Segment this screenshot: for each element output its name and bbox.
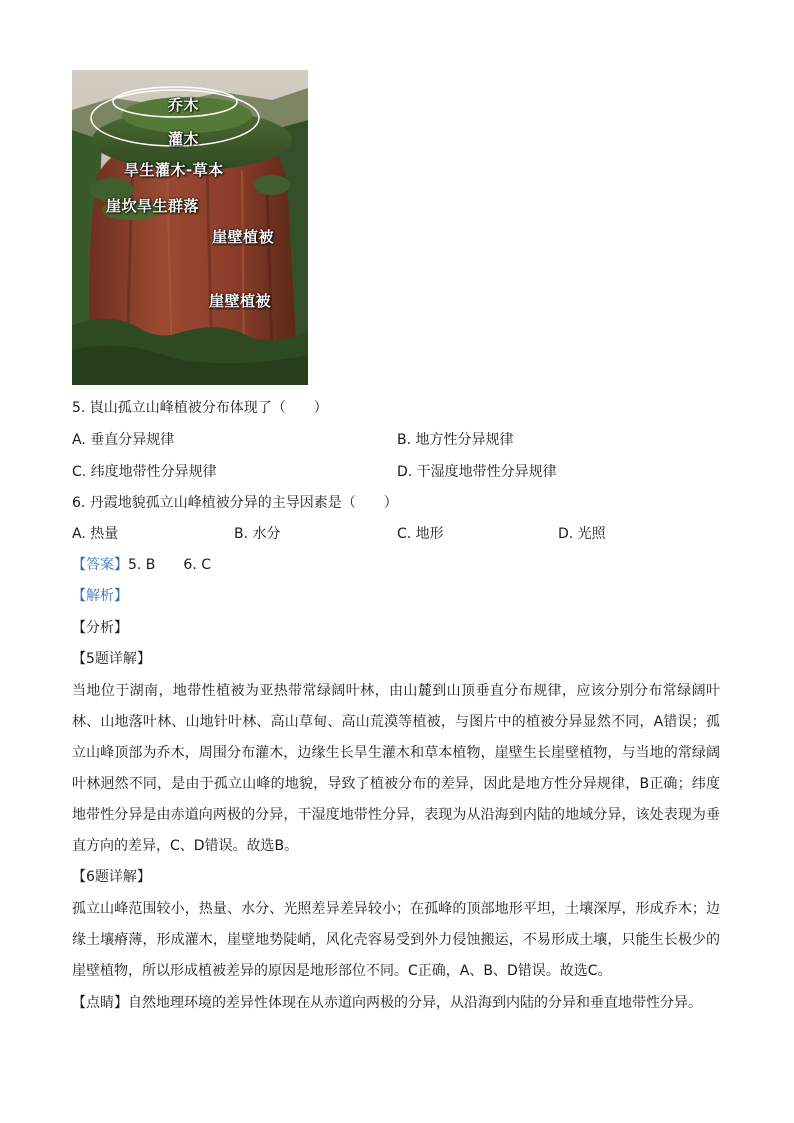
q5-option-a: A. 垂直分异规律 — [72, 432, 175, 448]
q6-option-b: B. 水分 — [234, 526, 281, 542]
dianjing-text: 自然地理环境的差异性体现在从赤道向两极的分异，从沿海到内陆的分异和垂直地带性分异。 — [128, 995, 702, 1011]
answer-line — [72, 555, 211, 575]
detail6-text: 孤立山峰范围较小，热量、水分、光照差异差异较小；在孤峰的顶部地形平坦，土壤深厚，形成乔木；边缘土壤瘠薄，形成灌木，崖壁地势陡峭，风化壳容易受到外力侵蚀搬运，不易形成土壤，只能生长极少的崖壁植物，所以形成植被差异的原因是地形部位不同。C正确，A、B、D错误。故选C。 — [72, 901, 720, 979]
q6-stem: 6. 丹霞地貌孤立山峰植被分异的主导因素是（ ） — [72, 495, 398, 511]
label-cliff-vegetation-1: 崖壁植被 — [212, 228, 275, 246]
detail5-text: 当地位于湖南，地带性植被为亚热带常绿阔叶林，由山麓到山顶垂直分布规律，应该分别分布常绿阔叶林、山地落叶林、山地针叶林、高山草甸、高山荒漠等植被，与图片中的植被分异显然不同，A错误；孤立山峰顶部为乔木，周围分布灌木，边缘生长旱生灌木和草本植物，崖壁生长崖壁植物，与当地的常绿阔叶林迥然不同，是由于孤立山峰的地貌，导致了植被分布的差异，因此是地方性分异规律，B正确；纬度地带性分异是由赤道向两极的分异，干湿度地带性分异，表现为从沿海到内陆的地域分异，该处表现为垂直方向的差异，C、D错误。故选B。 — [72, 683, 720, 854]
dianjing-line — [72, 993, 702, 1013]
label-tree: 乔木 — [168, 96, 200, 114]
q6-option-c: C. 地形 — [397, 526, 444, 542]
label-cliff-vegetation-2: 崖壁植被 — [209, 292, 272, 310]
danxia-peak-figure — [72, 70, 308, 385]
q5-option-d: D. 干湿度地带性分异规律 — [397, 464, 557, 480]
q5-stem: 5. 崀山孤立山峰植被分布体现了（ ） — [72, 400, 328, 416]
q6-option-a: A. 热量 — [72, 526, 119, 542]
fenxi-tag: 【分析】 — [72, 620, 128, 636]
q5-option-b: B. 地方性分异规律 — [397, 432, 514, 448]
answer-text: 5. B 6. C — [128, 557, 211, 573]
answer-tag: 【答案】 — [72, 557, 128, 573]
label-drought-shrub-grass: 旱生灌木-草本 — [124, 161, 224, 179]
label-cliff-drought-community: 崖坎旱生群落 — [106, 197, 200, 215]
analysis-tag: 【解析】 — [72, 588, 128, 604]
q6-option-d: D. 光照 — [558, 526, 606, 542]
q5-option-c: C. 纬度地带性分异规律 — [72, 464, 217, 480]
detail5-tag: 【5题详解】 — [72, 651, 151, 667]
dianjing-tag: 【点睛】 — [72, 995, 128, 1011]
label-shrub: 灌木 — [168, 130, 200, 148]
detail6-tag: 【6题详解】 — [72, 869, 151, 885]
